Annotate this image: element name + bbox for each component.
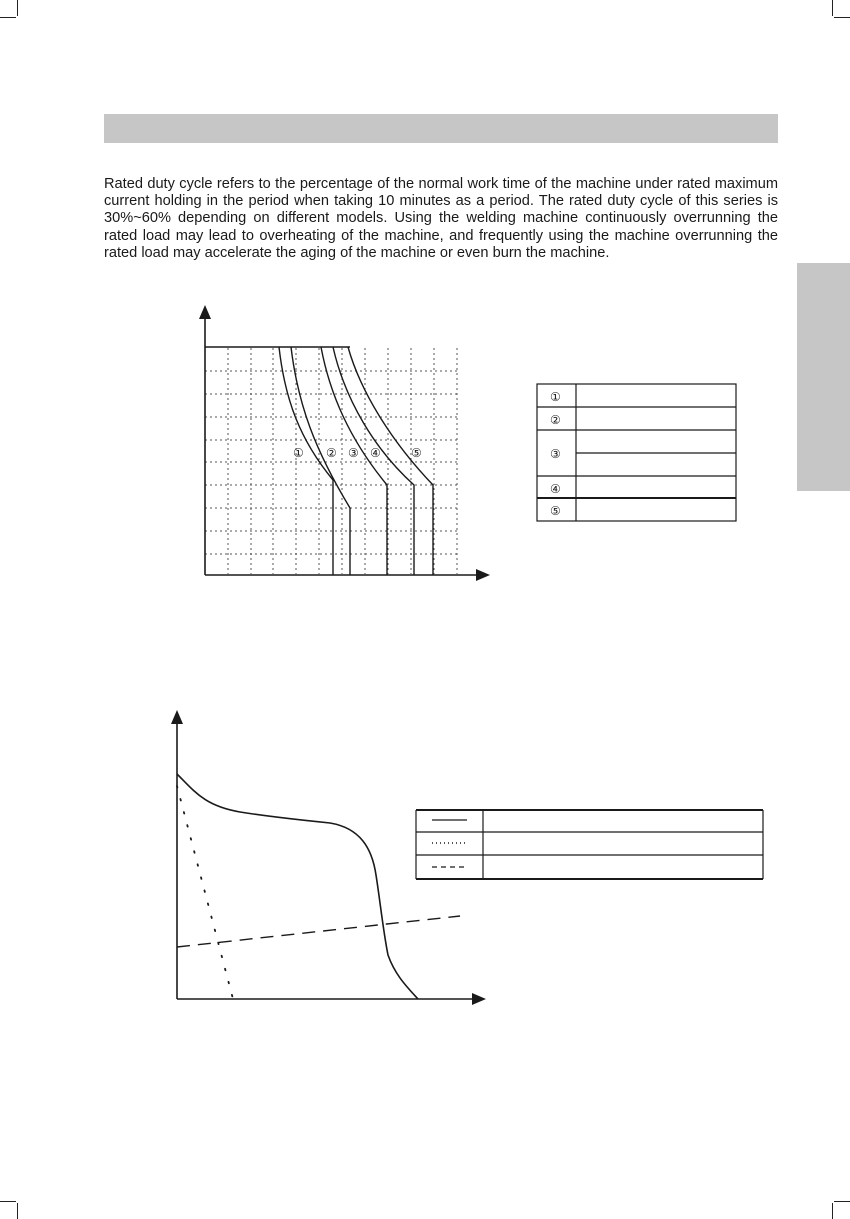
- curve-label-5: ⑤: [411, 446, 422, 460]
- duty-cycle-paragraph: Rated duty cycle refers to the percentage of the normal work time of the machine under rated maximum current holding in the period when taking 10 minutes as a period. The rated duty cycle of this series is 30%~60% depending on different models. Using the welding machine continuously overrunning the rated load may lead to overheating of the machine, and frequently using the machine overrunning the rated load may accelerate the aging of the machine or even burn the machine.: [104, 176, 778, 261]
- legend-marker-1: ①: [550, 390, 561, 404]
- legend-marker-2: ②: [550, 413, 561, 427]
- curve-label-4: ④: [370, 446, 381, 460]
- legend-marker-3: ③: [550, 447, 561, 461]
- char-y-axis-arrow: [171, 710, 183, 724]
- legend-marker-5: ⑤: [550, 504, 561, 518]
- curve-label-1: ①: [293, 446, 304, 460]
- char-x-axis-arrow: [472, 993, 486, 1005]
- curve-label-3: ③: [348, 446, 359, 460]
- dashed-load-line: [177, 916, 460, 947]
- legend-marker-4: ④: [550, 482, 561, 496]
- curve-label-2: ②: [326, 446, 337, 460]
- characteristic-legend: [416, 810, 763, 879]
- external-characteristic-solid-curve: [177, 774, 418, 999]
- dotted-characteristic-line: [177, 786, 233, 999]
